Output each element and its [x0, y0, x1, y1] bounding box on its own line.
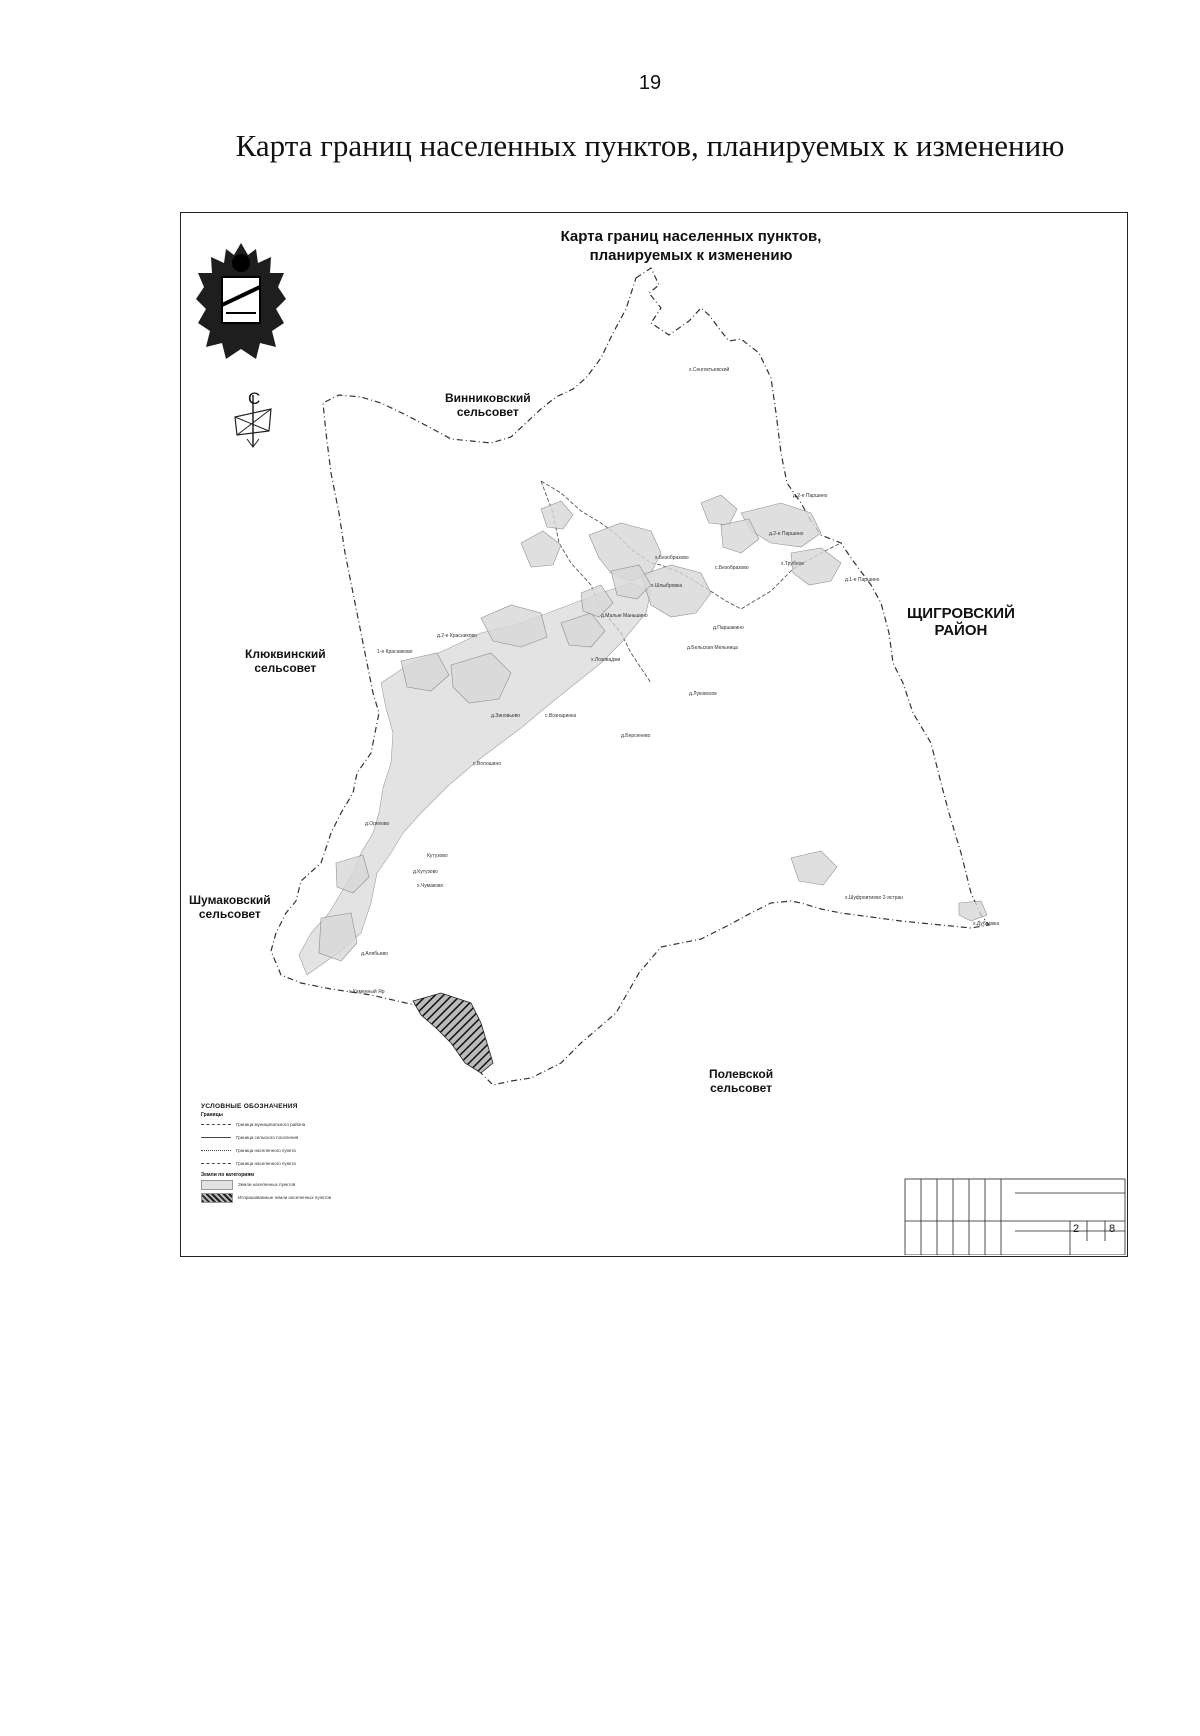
stamp-sheet-number: 2 — [1073, 1223, 1080, 1235]
settlement-label: 1-е Красниково — [377, 649, 413, 655]
legend-line-sample — [201, 1163, 231, 1164]
region-type: сельсовет — [254, 661, 317, 675]
settlement-label: д.Орехово — [365, 821, 390, 827]
region-name: Винниковский — [445, 391, 531, 405]
region-name: Шумаковский — [189, 893, 271, 907]
settlement-label: д.2-е Красниково — [437, 633, 477, 639]
map-drawing — [181, 213, 1126, 1255]
settlement-label: х.Шуфровтиево 2-ястран — [845, 895, 904, 901]
region-name: ЩИГРОВСКИЙ — [907, 605, 1015, 622]
map-legend — [201, 1103, 381, 1204]
settlement-label: х.Безобразово — [655, 555, 689, 561]
settlement-label: д.Алябьево — [361, 951, 388, 957]
settlement-label: д.Зиновьево — [491, 713, 521, 719]
settlement-label: с.Вознаринка — [545, 713, 577, 719]
legend-swatch-settlement-land — [201, 1180, 233, 1190]
map-title-line1: Карта границ населенных пунктов, — [560, 228, 822, 245]
district-boundary — [271, 268, 989, 1085]
legend-item — [201, 1131, 381, 1144]
coat-of-arms-emblem — [196, 243, 286, 359]
legend-item — [201, 1118, 381, 1131]
legend-zones-heading: Земли по категориям — [201, 1172, 254, 1178]
settlement-label: д.2-е Паршино — [793, 493, 828, 499]
settlement-label: д.1-е Паршино — [845, 577, 880, 583]
legend-item-label: Испрашиваемые земли населенных пунктов — [238, 1195, 331, 1200]
map-frame — [180, 212, 1128, 1257]
settlement-label: х.Шлыбровка — [651, 583, 683, 589]
settlement-label: д.Бельская Мельница — [687, 645, 738, 651]
region-name: Клюквинский — [245, 647, 326, 661]
settlement-label: х.Дубровка — [973, 921, 1000, 927]
settlement-label: Кутузово — [427, 853, 448, 859]
legend-item-label: Граница населенного пункта — [236, 1148, 296, 1153]
legend-item-label: Граница сельского поселения — [236, 1135, 299, 1140]
legend-item — [201, 1191, 381, 1204]
region-label-vinnikovsky — [445, 391, 531, 419]
legend-line-sample — [201, 1137, 231, 1138]
settlement-label: с.Безобразово — [715, 565, 749, 571]
stamp-total-sheets: 8 — [1109, 1223, 1116, 1235]
settlement-label: д.Кутузово — [413, 869, 438, 875]
settlement-label: х.Каменный Яр — [349, 989, 385, 995]
settlement-label: с.Волошино — [473, 761, 501, 767]
legend-item-label: Граница населенного пункта — [236, 1161, 296, 1166]
region-type: сельсовет — [710, 1081, 773, 1095]
legend-item — [201, 1157, 381, 1170]
north-label: С — [248, 389, 261, 408]
document-title: Карта границ населенных пунктов, планируемых к изменению — [235, 128, 1065, 163]
region-name: Полевской — [709, 1067, 774, 1081]
legend-item — [201, 1144, 381, 1157]
map-title-line2: планируемых к изменению — [589, 247, 793, 264]
settlement-label: д.2-е Паршино — [769, 531, 804, 537]
legend-item-label: Земли населенных пунктов — [238, 1182, 296, 1187]
region-label-klyukvinsky — [245, 647, 326, 675]
region-type: сельсовет — [198, 907, 261, 921]
requested-zone-hatched — [413, 993, 493, 1073]
page-number: 19 — [638, 72, 662, 94]
region-label-shchigrovsky — [907, 605, 1015, 639]
legend-line-sample — [201, 1150, 231, 1151]
legend-item-label: Граница муниципального района — [236, 1122, 306, 1127]
settlement-label: х.Чумаково — [417, 883, 444, 889]
legend-swatch-requested-land — [201, 1193, 233, 1203]
title-block — [905, 1179, 1125, 1255]
legend-boundaries-heading: Границы — [201, 1112, 223, 1118]
settlement-label: х.Трубное — [781, 561, 805, 567]
settlement-label: д.Берсенево — [621, 733, 651, 739]
settlement-label: х.Сенгоктьевский — [689, 367, 730, 373]
region-label-shumakovsky — [189, 893, 271, 921]
region-label-polevskoy — [709, 1067, 773, 1095]
legend-title: УСЛОВНЫЕ ОБОЗНАЧЕНИЯ — [201, 1103, 298, 1110]
region-type: РАЙОН — [934, 622, 988, 639]
settlement-label: д.Малые Маньшино — [601, 613, 648, 619]
settlement-label: д.Паршакино — [713, 625, 744, 631]
legend-item — [201, 1178, 381, 1191]
settlement-label: х.Лозоваджи — [591, 657, 621, 663]
settlement-label: д.Луковское — [689, 691, 718, 697]
map-title — [481, 227, 901, 265]
region-type: сельсовет — [456, 405, 519, 419]
legend-line-sample — [201, 1124, 231, 1125]
